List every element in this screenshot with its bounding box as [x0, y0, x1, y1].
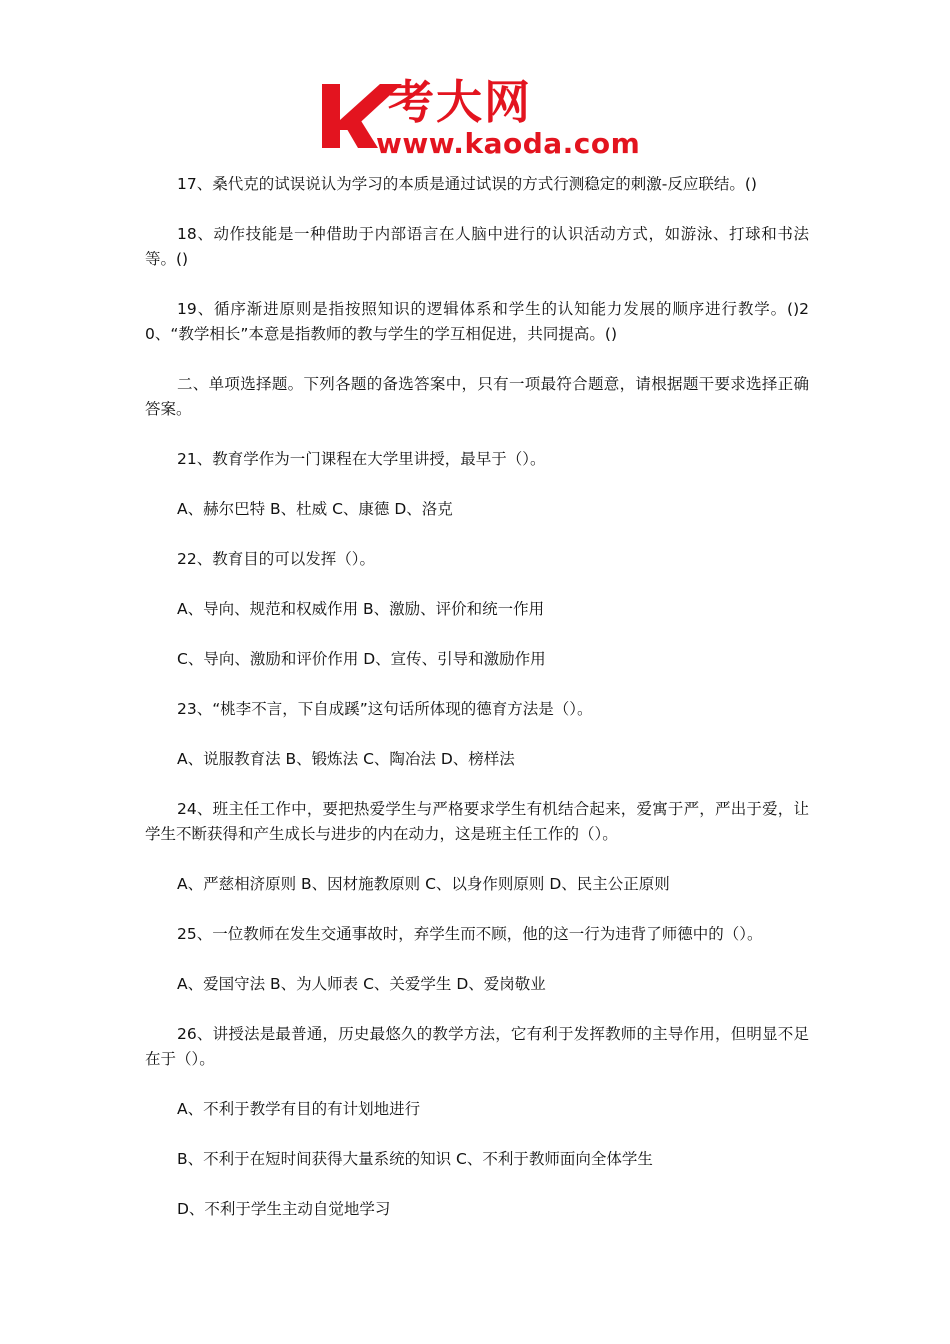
question-23-options: A、说服教育法 B、锻炼法 C、陶冶法 D、榜样法 [177, 750, 515, 768]
question-26: 26、讲授法是最普通，历史最悠久的教学方法，它有利于发挥教师的主导作用，但明显不足在于（）。 [145, 1025, 809, 1068]
logo-url: www.kaoda.com [376, 127, 641, 160]
question-21: 21、教育学作为一门课程在大学里讲授，最早于（）。 [177, 450, 546, 468]
question-25: 25、一位教师在发生交通事故时，弃学生而不顾，他的这一行为违背了师德中的（）。 [177, 925, 763, 943]
document-body [145, 172, 809, 1247]
question-26-options-bc: B、不利于在短时间获得大量系统的知识 C、不利于教师面向全体学生 [177, 1150, 653, 1168]
question-26-option-a: A、不利于教学有目的有计划地进行 [177, 1100, 421, 1118]
question-19-20: 19、循序渐进原则是指按照知识的逻辑体系和学生的认知能力发展的顺序进行教学。()20、“教学相长”本意是指教师的教与学生的学互相促进，共同提高。() [145, 300, 809, 343]
section-heading: 二、单项选择题。下列各题的备选答案中，只有一项最符合题意，请根据题干要求选择正确答案。 [145, 375, 809, 418]
question-21-options: A、赫尔巴特 B、杜威 C、康德 D、洛克 [177, 500, 453, 518]
kaoda-logo [318, 75, 648, 160]
logo-site-name: 考大网 [388, 75, 532, 129]
question-17: 17、桑代克的试误说认为学习的本质是通过试误的方式行测稳定的刺激-反应联结。() [177, 175, 757, 193]
question-25-options: A、爱国守法 B、为人师表 C、关爱学生 D、爱岗敬业 [177, 975, 546, 993]
question-24-options: A、严慈相济原则 B、因材施教原则 C、以身作则原则 D、民主公正原则 [177, 875, 670, 893]
question-24: 24、班主任工作中，要把热爱学生与严格要求学生有机结合起来，爱寓于严，严出于爱，让学生不断获得和产生成长与进步的内在动力，这是班主任工作的（）。 [145, 800, 809, 843]
question-26-option-d: D、不利于学生主动自觉地学习 [177, 1200, 391, 1218]
question-23: 23、“桃李不言，下自成蹊”这句话所体现的德育方法是（）。 [177, 700, 593, 718]
question-22-options-cd: C、导向、激励和评价作用 D、宣传、引导和激励作用 [177, 650, 546, 668]
question-18: 18、动作技能是一种借助于内部语言在人脑中进行的认识活动方式，如游泳、打球和书法等。() [145, 225, 809, 268]
question-22-options-ab: A、导向、规范和权威作用 B、激励、评价和统一作用 [177, 600, 545, 618]
question-22: 22、教育目的可以发挥（）。 [177, 550, 375, 568]
